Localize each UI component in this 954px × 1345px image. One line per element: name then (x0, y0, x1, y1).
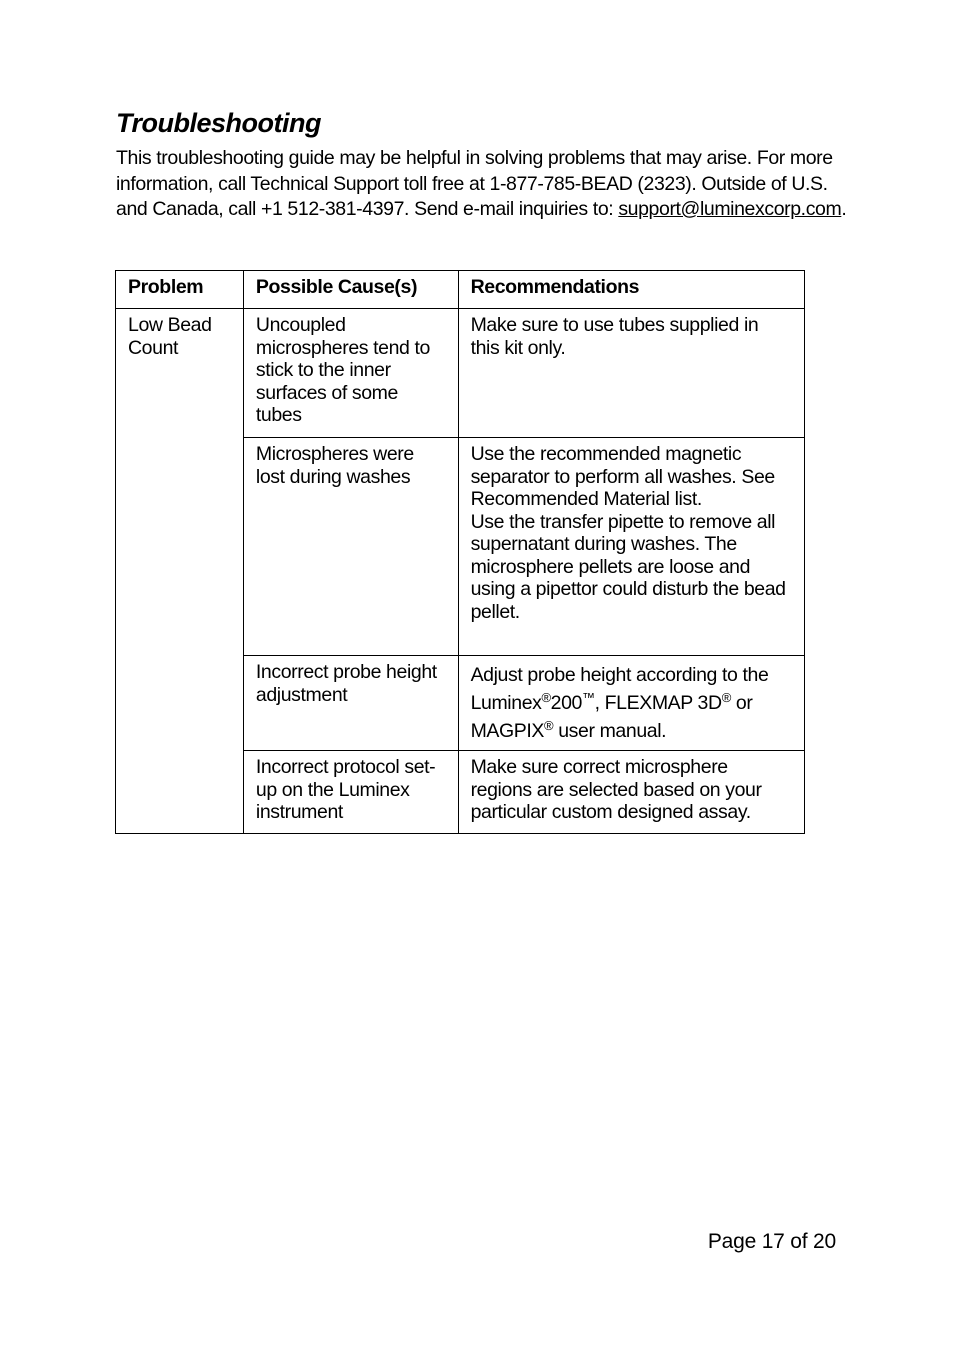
header-recommendations: Recommendations (458, 271, 804, 309)
rec-text: user manual. (553, 720, 667, 742)
page-number: Page 17 of 20 (707, 1230, 836, 1253)
recommendation-text: Use the transfer pipette to remove all supernatant during washes. The microsphere pellets are loose and using a pipettor could disturb the bead pellet. (470, 510, 786, 623)
recommendation-cell: Make sure correct microsphere regions are selected based on your particular custom designed assay. (458, 751, 804, 834)
page-title: Troubleshooting (116, 108, 321, 138)
header-cause: Possible Cause(s) (243, 271, 458, 309)
cause-cell: Uncoupled microspheres tend to stick to the inner surfaces of some tubes (243, 309, 458, 438)
rec-text: , FLEXMAP 3D (594, 692, 722, 714)
table-header-row (116, 271, 805, 309)
trademark-mark: ™ (582, 690, 595, 705)
rec-text: Adjust probe height according to the Luminex (470, 664, 769, 714)
intro-end: . (841, 198, 847, 220)
cause-cell: Microspheres were lost during washes (243, 438, 458, 656)
cause-cell: Incorrect protocol set-up on the Luminex instrument (243, 751, 458, 834)
recommendation-cell (458, 656, 804, 751)
intro-text: This troubleshooting guide may be helpful in solving problems that may arise. For more information, call Technical Support toll free at 1-877-785-BEAD (2323). Outside of U.S. and Canada, call +1 512-381-4397. Send e-mail inquiries to: (116, 147, 833, 220)
rec-text: or MAGPIX (470, 692, 753, 742)
intro-paragraph (116, 146, 856, 223)
registered-mark: ® (544, 718, 554, 733)
table-row (116, 309, 805, 438)
problem-cell: Low Bead Count (116, 309, 244, 834)
recommendation-cell (458, 438, 804, 656)
registered-mark: ® (541, 690, 551, 705)
troubleshooting-table (115, 270, 805, 834)
cause-cell: Incorrect probe height adjustment (243, 656, 458, 751)
recommendation-cell: Make sure to use tubes supplied in this kit only. (458, 309, 804, 438)
rec-text: 200 (550, 692, 583, 714)
support-email-link[interactable]: support@luminexcorp.com (618, 198, 842, 220)
header-problem: Problem (116, 271, 244, 309)
registered-mark: ® (721, 690, 731, 705)
recommendation-text: Use the recommended magnetic separator to perform all washes. See Recommended Material list. (470, 443, 775, 510)
